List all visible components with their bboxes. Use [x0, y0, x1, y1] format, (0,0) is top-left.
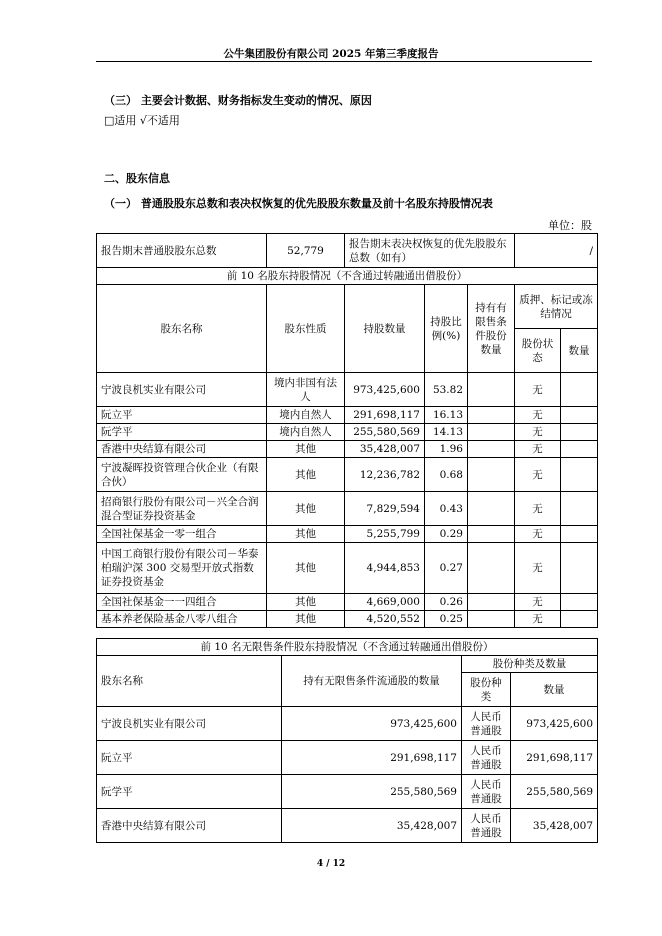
cell-restricted	[468, 492, 515, 526]
cell-shares: 12,236,782	[345, 458, 425, 492]
header-pledge-status: 股份状态	[515, 329, 561, 373]
cell-qty	[561, 594, 598, 611]
cell-name: 香港中央结算有限公司	[97, 441, 267, 458]
cell-status: 无	[515, 611, 561, 628]
section3-title: （三） 主要会计数据、财务指标发生变动的情况、原因	[104, 94, 372, 107]
header-ratio: 持股比例(%)	[425, 285, 468, 373]
summary-pref-label: 报告期末表决权恢复的优先股股东总数（如有）	[345, 234, 515, 268]
cell-qty	[561, 611, 598, 628]
cell-nature: 其他	[267, 611, 345, 628]
summary-row	[97, 234, 598, 268]
u-cell-name: 阮立平	[97, 741, 282, 775]
table-row	[97, 611, 598, 628]
cell-qty	[561, 543, 598, 594]
cell-restricted	[468, 373, 515, 407]
section2-title: 二、股东信息	[104, 172, 170, 185]
cell-nature: 境内非国有法人	[267, 373, 345, 407]
summary-pref-value: /	[515, 234, 598, 268]
table-row	[97, 741, 598, 775]
table-row	[97, 543, 598, 594]
cell-status: 无	[515, 407, 561, 424]
cell-restricted	[468, 458, 515, 492]
cell-status: 无	[515, 441, 561, 458]
u-cell-qty: 35,428,007	[511, 809, 598, 843]
header-shares: 持股数量	[345, 285, 425, 373]
cell-ratio: 0.26	[425, 594, 468, 611]
header-pledge: 质押、标记或冻结情况	[515, 285, 598, 329]
cell-qty	[561, 407, 598, 424]
u-cell-qty: 973,425,600	[511, 707, 598, 741]
cell-shares: 291,698,117	[345, 407, 425, 424]
table-row	[97, 441, 598, 458]
summary-common-value: 52,779	[267, 234, 345, 268]
u-cell-type: 人民币普通股	[462, 707, 511, 741]
u-cell-shares: 35,428,007	[282, 809, 462, 843]
table-row	[97, 424, 598, 441]
u-header-name: 股东名称	[97, 656, 282, 707]
cell-qty	[561, 458, 598, 492]
cell-nature: 其他	[267, 441, 345, 458]
cell-ratio: 0.29	[425, 526, 468, 543]
cell-ratio: 1.96	[425, 441, 468, 458]
cell-qty	[561, 373, 598, 407]
top10-table	[96, 233, 598, 628]
u-cell-type: 人民币普通股	[462, 775, 511, 809]
u-cell-qty: 291,698,117	[511, 741, 598, 775]
cell-ratio: 16.13	[425, 407, 468, 424]
cell-name: 全国社保基金一一四组合	[97, 594, 267, 611]
cell-shares: 35,428,007	[345, 441, 425, 458]
cell-name: 招商银行股份有限公司－兴全合润混合型证券投资基金	[97, 492, 267, 526]
cell-ratio: 14.13	[425, 424, 468, 441]
u-cell-name: 宁波良机实业有限公司	[97, 707, 282, 741]
cell-status: 无	[515, 543, 561, 594]
u-cell-name: 香港中央结算有限公司	[97, 809, 282, 843]
unrestricted-table	[96, 638, 598, 843]
cell-status: 无	[515, 594, 561, 611]
u-cell-type: 人民币普通股	[462, 809, 511, 843]
u-header-type-group: 股份种类及数量	[462, 656, 598, 673]
header-name: 股东名称	[97, 285, 267, 373]
table-row	[97, 594, 598, 611]
applicable-line: □适用 √不适用	[104, 114, 180, 127]
cell-nature: 其他	[267, 543, 345, 594]
header-restricted: 持有有限售条件股份数量	[468, 285, 515, 373]
unit-label: 单位：股	[548, 219, 592, 232]
cell-restricted	[468, 441, 515, 458]
cell-status: 无	[515, 424, 561, 441]
cell-name: 阮学平	[97, 424, 267, 441]
cell-qty	[561, 526, 598, 543]
table-row	[97, 809, 598, 843]
cell-restricted	[468, 407, 515, 424]
cell-ratio: 0.27	[425, 543, 468, 594]
cell-status: 无	[515, 492, 561, 526]
cell-nature: 境内自然人	[267, 407, 345, 424]
cell-nature: 其他	[267, 458, 345, 492]
u-cell-qty: 255,580,569	[511, 775, 598, 809]
cell-name: 全国社保基金一零一组合	[97, 526, 267, 543]
page-header: 公牛集团股份有限公司 2025 年第三季度报告	[223, 48, 439, 60]
header-pledge-qty: 数量	[561, 329, 598, 373]
cell-restricted	[468, 424, 515, 441]
cell-qty	[561, 492, 598, 526]
table-row	[97, 775, 598, 809]
table-row	[97, 526, 598, 543]
cell-ratio: 0.68	[425, 458, 468, 492]
cell-ratio: 0.43	[425, 492, 468, 526]
cell-nature: 境内自然人	[267, 424, 345, 441]
u-cell-shares: 255,580,569	[282, 775, 462, 809]
u-header-qty: 数量	[511, 673, 598, 707]
cell-shares: 4,520,552	[345, 611, 425, 628]
table-row	[97, 458, 598, 492]
table-row	[97, 492, 598, 526]
cell-restricted	[468, 526, 515, 543]
cell-name: 中国工商银行股份有限公司－华泰柏瑞沪深 300 交易型开放式指数证券投资基金	[97, 543, 267, 594]
summary-common-label: 报告期末普通股股东总数	[97, 234, 267, 268]
table-row	[97, 707, 598, 741]
cell-restricted	[468, 594, 515, 611]
cell-ratio: 53.82	[425, 373, 468, 407]
cell-restricted	[468, 543, 515, 594]
cell-status: 无	[515, 526, 561, 543]
cell-name: 阮立平	[97, 407, 267, 424]
cell-shares: 4,944,853	[345, 543, 425, 594]
cell-restricted	[468, 611, 515, 628]
header-rule	[96, 61, 592, 62]
cell-shares: 255,580,569	[345, 424, 425, 441]
section2-1-title: （一） 普通股股东总数和表决权恢复的优先股股东数量及前十名股东持股情况表	[104, 197, 493, 210]
cell-nature: 其他	[267, 594, 345, 611]
cell-status: 无	[515, 458, 561, 492]
u-cell-shares: 973,425,600	[282, 707, 462, 741]
u-cell-shares: 291,698,117	[282, 741, 462, 775]
cell-name: 基本养老保险基金八零八组合	[97, 611, 267, 628]
table-row	[97, 407, 598, 424]
cell-qty	[561, 441, 598, 458]
cell-name: 宁波良机实业有限公司	[97, 373, 267, 407]
cell-shares: 4,669,000	[345, 594, 425, 611]
u-cell-type: 人民币普通股	[462, 741, 511, 775]
u-header-shares: 持有无限售条件流通股的数量	[282, 656, 462, 707]
u-cell-name: 阮学平	[97, 775, 282, 809]
top10-section-title: 前 10 名股东持股情况（不含通过转融通出借股份）	[97, 268, 598, 285]
header-nature: 股东性质	[267, 285, 345, 373]
cell-shares: 5,255,799	[345, 526, 425, 543]
cell-nature: 其他	[267, 492, 345, 526]
cell-shares: 7,829,594	[345, 492, 425, 526]
unrestricted-section-title: 前 10 名无限售条件股东持股情况（不含通过转融通出借股份）	[97, 639, 598, 656]
page-number: 4 / 12	[316, 859, 346, 869]
cell-qty	[561, 424, 598, 441]
cell-name: 宁波凝晖投资管理合伙企业（有限合伙）	[97, 458, 267, 492]
cell-shares: 973,425,600	[345, 373, 425, 407]
u-header-type: 股份种类	[462, 673, 511, 707]
cell-status: 无	[515, 373, 561, 407]
cell-ratio: 0.25	[425, 611, 468, 628]
cell-nature: 其他	[267, 526, 345, 543]
table-row	[97, 373, 598, 407]
